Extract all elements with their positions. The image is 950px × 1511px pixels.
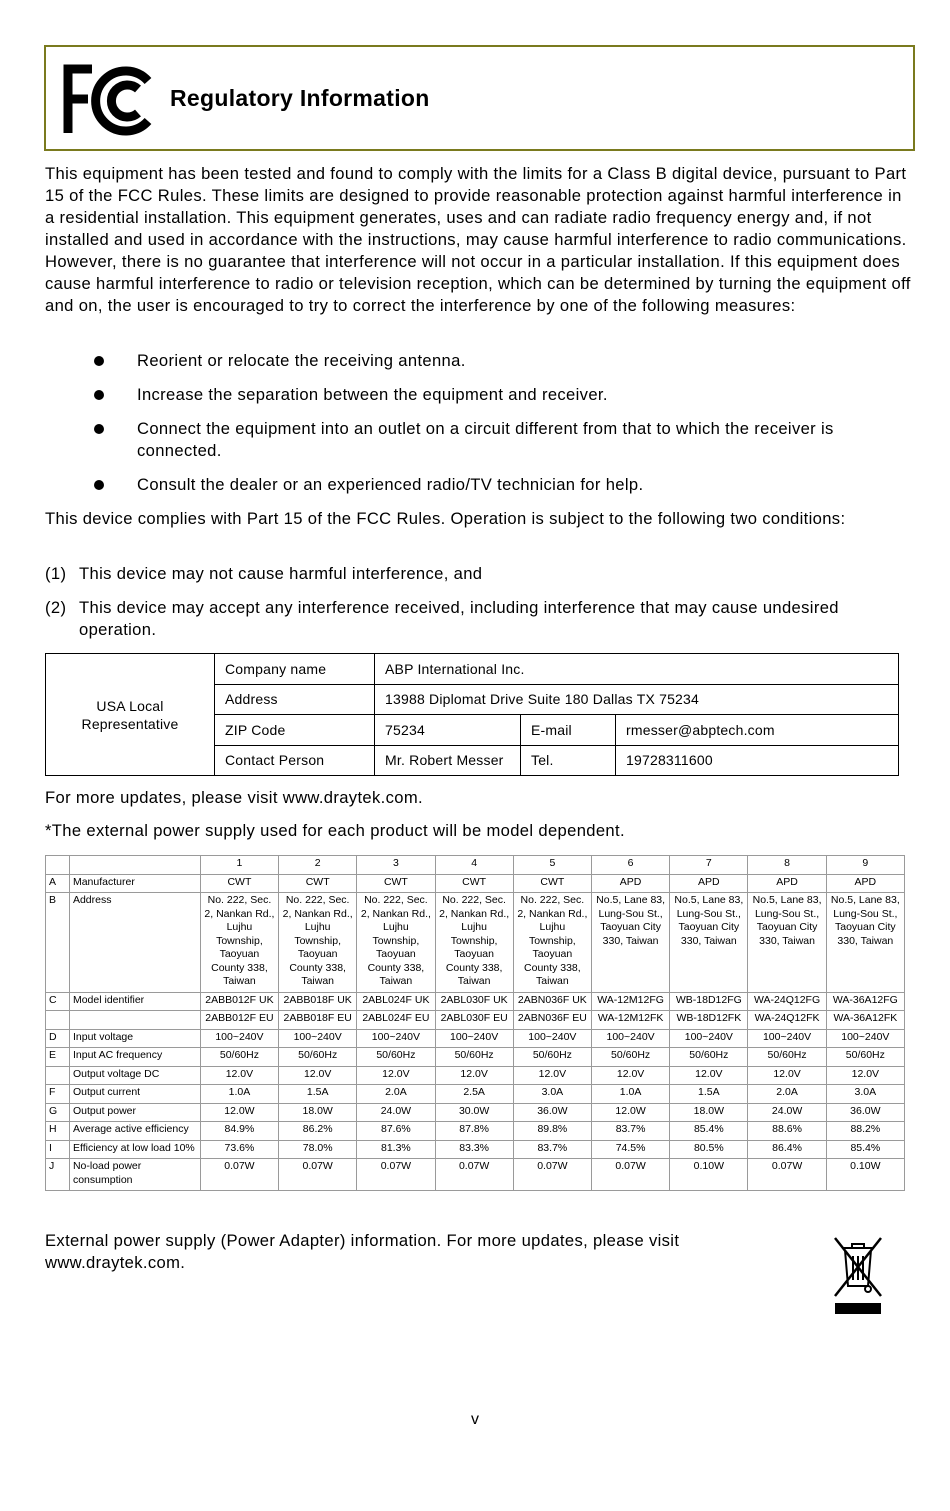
table-cell: 100~240V <box>357 1029 435 1048</box>
psu-table <box>45 855 905 1191</box>
table-cell: 12.0W <box>200 1103 278 1122</box>
footer-text: External power supply (Power Adapter) information. For more updates, please visit www.draytek.com. <box>45 1231 680 1272</box>
table-cell: 18.0W <box>279 1103 357 1122</box>
table-cell: 6 <box>591 856 669 875</box>
table-cell: WB-18D12FK <box>670 1011 748 1030</box>
table-cell: WB-18D12FG <box>670 992 748 1011</box>
table-cell: 1.0A <box>200 1085 278 1104</box>
table-cell: 50/60Hz <box>591 1048 669 1067</box>
table-row <box>46 1066 905 1085</box>
table-cell: 50/60Hz <box>670 1048 748 1067</box>
table-cell: 2.0A <box>357 1085 435 1104</box>
table-cell: 50/60Hz <box>279 1048 357 1067</box>
table-row <box>46 1048 905 1067</box>
row-letter <box>46 856 70 875</box>
table-cell: 78.0% <box>279 1140 357 1159</box>
table-cell: 36.0W <box>826 1103 904 1122</box>
row-letter: C <box>46 992 70 1011</box>
row-label: Model identifier <box>69 992 200 1011</box>
table-cell: 5 <box>513 856 591 875</box>
table-cell: CWT <box>357 874 435 893</box>
row-letter: E <box>46 1048 70 1067</box>
zip-label: ZIP Code <box>215 715 375 746</box>
table-cell: 24.0W <box>748 1103 826 1122</box>
table-row <box>46 1159 905 1191</box>
table-cell: 2 <box>279 856 357 875</box>
table-cell: 12.0V <box>200 1066 278 1085</box>
table-cell: 18.0W <box>670 1103 748 1122</box>
table-cell: No.5, Lane 83, Lung-Sou St., Taoyuan City 330, Taiwan <box>670 893 748 993</box>
row-letter: D <box>46 1029 70 1048</box>
table-cell: 80.5% <box>670 1140 748 1159</box>
row-label: Efficiency at low load 10% <box>69 1140 200 1159</box>
row-letter: J <box>46 1159 70 1191</box>
table-row <box>46 1085 905 1104</box>
table-cell: 12.0V <box>357 1066 435 1085</box>
table-cell: 88.6% <box>748 1122 826 1141</box>
zip-value: 75234 <box>375 715 521 746</box>
table-cell: 50/60Hz <box>826 1048 904 1067</box>
table-cell: WA-36A12FK <box>826 1011 904 1030</box>
table-cell: 86.4% <box>748 1140 826 1159</box>
table-cell: 100~240V <box>670 1029 748 1048</box>
table-cell: 0.07W <box>357 1159 435 1191</box>
address-value: 13988 Diplomat Drive Suite 180 Dallas TX 75234 <box>375 684 899 715</box>
representative-label: USA Local Representative <box>46 654 215 776</box>
table-cell: 12.0V <box>670 1066 748 1085</box>
table-cell: 73.6% <box>200 1140 278 1159</box>
table-cell: 2ABN036F EU <box>513 1011 591 1030</box>
table-cell: WA-12M12FG <box>591 992 669 1011</box>
table-cell: No. 222, Sec. 2, Nankan Rd., Lujhu Township, Taoyuan County 338, Taiwan <box>513 893 591 993</box>
table-cell: 1 <box>200 856 278 875</box>
table-cell: 84.9% <box>200 1122 278 1141</box>
list-item: (2) This device may accept any interference received, including interference that may cause undesired operation. <box>45 598 839 639</box>
row-label: Average active efficiency <box>69 1122 200 1141</box>
table-cell: 3.0A <box>513 1085 591 1104</box>
table-cell: 12.0V <box>513 1066 591 1085</box>
table-cell: 1.0A <box>591 1085 669 1104</box>
table-cell: 100~240V <box>513 1029 591 1048</box>
row-label: Manufacturer <box>69 874 200 893</box>
table-cell: CWT <box>279 874 357 893</box>
table-cell: 12.0V <box>748 1066 826 1085</box>
intro-paragraph: This equipment has been tested and found to comply with the limits for a Class B digital device, pursuant to Part 15 of the FCC Rules. These limits are designed to provide reasonable protection against harmful interference in a residential installation. This equipment generates, uses and can radiate radio frequency energy and, if not installed and used in accordance with the instructions, may cause harmful interference to radio communications. However, there is no guarantee that interference will not occur in a particular installation. If this equipment does cause harmful interference to radio or television reception, which can be determined by turning the equipment off and on, the user is encouraged to try to correct the interference by one of the following measures: <box>45 164 911 315</box>
updates-text: For more updates, please visit www.draytek.com. <box>45 788 423 807</box>
table-cell: APD <box>670 874 748 893</box>
table-cell: 2ABB018F EU <box>279 1011 357 1030</box>
contact-label: Contact Person <box>215 745 375 776</box>
table-cell: 85.4% <box>826 1140 904 1159</box>
table-cell: 86.2% <box>279 1122 357 1141</box>
table-cell: 36.0W <box>513 1103 591 1122</box>
conditions-list <box>45 563 915 653</box>
row-label: Output voltage DC <box>69 1066 200 1085</box>
table-row <box>46 1140 905 1159</box>
table-cell: 83.7% <box>591 1122 669 1141</box>
table-cell: 2ABL030F EU <box>435 1011 513 1030</box>
row-letter: I <box>46 1140 70 1159</box>
row-label: Input AC frequency <box>69 1048 200 1067</box>
table-cell: 50/60Hz <box>200 1048 278 1067</box>
table-cell: 81.3% <box>357 1140 435 1159</box>
compliance-paragraph: This device complies with Part 15 of the FCC Rules. Operation is subject to the following two conditions: <box>45 509 846 528</box>
table-row <box>46 1103 905 1122</box>
email-value: rmesser@abptech.com <box>616 715 899 746</box>
table-cell: 83.7% <box>513 1140 591 1159</box>
table-row <box>46 1122 905 1141</box>
row-letter: F <box>46 1085 70 1104</box>
table-cell: No. 222, Sec. 2, Nankan Rd., Lujhu Township, Taoyuan County 338, Taiwan <box>357 893 435 993</box>
table-cell: 0.10W <box>826 1159 904 1191</box>
contact-value: Mr. Robert Messer <box>375 745 521 776</box>
row-letter: A <box>46 874 70 893</box>
table-cell: 2ABN036F UK <box>513 992 591 1011</box>
table-cell: No.5, Lane 83, Lung-Sou St., Taoyuan City 330, Taiwan <box>826 893 904 993</box>
table-cell: 87.6% <box>357 1122 435 1141</box>
table-cell: 12.0V <box>279 1066 357 1085</box>
table-cell: 24.0W <box>357 1103 435 1122</box>
list-item: Connect the equipment into an outlet on a circuit different from that to which the receiver is connected. <box>45 418 915 462</box>
row-letter <box>46 1011 70 1030</box>
table-cell: 7 <box>670 856 748 875</box>
header-box <box>44 45 915 151</box>
table-row <box>46 992 905 1011</box>
table-cell: No.5, Lane 83, Lung-Sou St., Taoyuan City 330, Taiwan <box>591 893 669 993</box>
table-cell: 0.07W <box>279 1159 357 1191</box>
table-cell: No. 222, Sec. 2, Nankan Rd., Lujhu Township, Taoyuan County 338, Taiwan <box>435 893 513 993</box>
table-cell: 2.5A <box>435 1085 513 1104</box>
table-cell: CWT <box>513 874 591 893</box>
table-cell: 2ABB012F EU <box>200 1011 278 1030</box>
measures-list <box>45 350 915 508</box>
table-cell: 30.0W <box>435 1103 513 1122</box>
row-label: No-load power consumption <box>69 1159 200 1191</box>
company-value: ABP International Inc. <box>375 654 899 685</box>
row-label: Output power <box>69 1103 200 1122</box>
company-label: Company name <box>215 654 375 685</box>
table-cell: APD <box>748 874 826 893</box>
table-cell: 8 <box>748 856 826 875</box>
table-cell: 2ABB012F UK <box>200 992 278 1011</box>
table-row <box>46 1029 905 1048</box>
table-cell: 2ABL024F UK <box>357 992 435 1011</box>
table-cell: 2ABL024F EU <box>357 1011 435 1030</box>
table-cell: 12.0V <box>435 1066 513 1085</box>
row-label <box>69 856 200 875</box>
list-item: Increase the separation between the equipment and receiver. <box>45 384 915 406</box>
table-cell: No. 222, Sec. 2, Nankan Rd., Lujhu Township, Taoyuan County 338, Taiwan <box>279 893 357 993</box>
table-cell: No. 222, Sec. 2, Nankan Rd., Lujhu Township, Taoyuan County 338, Taiwan <box>200 893 278 993</box>
table-cell: 4 <box>435 856 513 875</box>
fcc-logo-icon <box>56 59 152 139</box>
table-cell: 100~240V <box>200 1029 278 1048</box>
address-label: Address <box>215 684 375 715</box>
email-label: E-mail <box>521 715 616 746</box>
table-cell: 1.5A <box>670 1085 748 1104</box>
table-header-row <box>46 856 905 875</box>
table-cell: 83.3% <box>435 1140 513 1159</box>
table-cell: WA-12M12FK <box>591 1011 669 1030</box>
row-label: Input voltage <box>69 1029 200 1048</box>
crossed-bin-icon <box>832 1234 884 1316</box>
table-cell: 1.5A <box>279 1085 357 1104</box>
table-cell: 89.8% <box>513 1122 591 1141</box>
table-cell: 74.5% <box>591 1140 669 1159</box>
table-cell: 50/60Hz <box>435 1048 513 1067</box>
table-cell: 100~240V <box>435 1029 513 1048</box>
table-cell: 50/60Hz <box>748 1048 826 1067</box>
table-cell: 2.0A <box>748 1085 826 1104</box>
table-cell: 3 <box>357 856 435 875</box>
table-cell: 9 <box>826 856 904 875</box>
table-cell: 0.07W <box>513 1159 591 1191</box>
table-cell: 87.8% <box>435 1122 513 1141</box>
row-label <box>69 1011 200 1030</box>
table-row <box>46 893 905 993</box>
bullet-icon <box>94 390 104 400</box>
table-cell: 0.07W <box>591 1159 669 1191</box>
table-cell: 100~240V <box>748 1029 826 1048</box>
table-cell: 50/60Hz <box>513 1048 591 1067</box>
page-title: Regulatory Information <box>170 85 430 111</box>
tel-value: 19728311600 <box>616 745 899 776</box>
table-cell: 100~240V <box>279 1029 357 1048</box>
table-cell: APD <box>591 874 669 893</box>
table-row <box>46 874 905 893</box>
table-cell: 0.07W <box>200 1159 278 1191</box>
list-item: Reorient or relocate the receiving antenna. <box>45 350 915 372</box>
table-cell: 100~240V <box>826 1029 904 1048</box>
table-cell: 12.0W <box>591 1103 669 1122</box>
list-item: (1) This device may not cause harmful interference, and <box>45 564 483 583</box>
table-cell: 85.4% <box>670 1122 748 1141</box>
row-label: Output current <box>69 1085 200 1104</box>
bullet-icon <box>94 356 104 366</box>
table-cell: WA-24Q12FK <box>748 1011 826 1030</box>
row-letter: G <box>46 1103 70 1122</box>
row-label: Address <box>69 893 200 993</box>
row-letter: H <box>46 1122 70 1141</box>
list-item: Consult the dealer or an experienced radio/TV technician for help. <box>45 474 915 496</box>
table-cell: 2ABL030F UK <box>435 992 513 1011</box>
table-cell: APD <box>826 874 904 893</box>
table-cell: WA-24Q12FG <box>748 992 826 1011</box>
table-cell: 12.0V <box>826 1066 904 1085</box>
table-cell: 0.10W <box>670 1159 748 1191</box>
table-cell: 0.07W <box>435 1159 513 1191</box>
table-cell: 0.07W <box>748 1159 826 1191</box>
tel-label: Tel. <box>521 745 616 776</box>
table-cell: 100~240V <box>591 1029 669 1048</box>
table-cell: CWT <box>435 874 513 893</box>
table-cell: 12.0V <box>591 1066 669 1085</box>
table-cell: CWT <box>200 874 278 893</box>
table-cell: WA-36A12FG <box>826 992 904 1011</box>
representative-table <box>45 653 899 776</box>
table-cell: 50/60Hz <box>357 1048 435 1067</box>
bullet-icon <box>94 480 104 490</box>
table-cell: 88.2% <box>826 1122 904 1141</box>
table-cell: 3.0A <box>826 1085 904 1104</box>
row-letter <box>46 1066 70 1085</box>
table-row <box>46 1011 905 1030</box>
row-letter: B <box>46 893 70 993</box>
table-cell: No.5, Lane 83, Lung-Sou St., Taoyuan City 330, Taiwan <box>748 893 826 993</box>
bullet-icon <box>94 424 104 434</box>
psu-note: *The external power supply used for each product will be model dependent. <box>45 821 625 840</box>
table-cell: 2ABB018F UK <box>279 992 357 1011</box>
page-number: v <box>471 1411 479 1428</box>
